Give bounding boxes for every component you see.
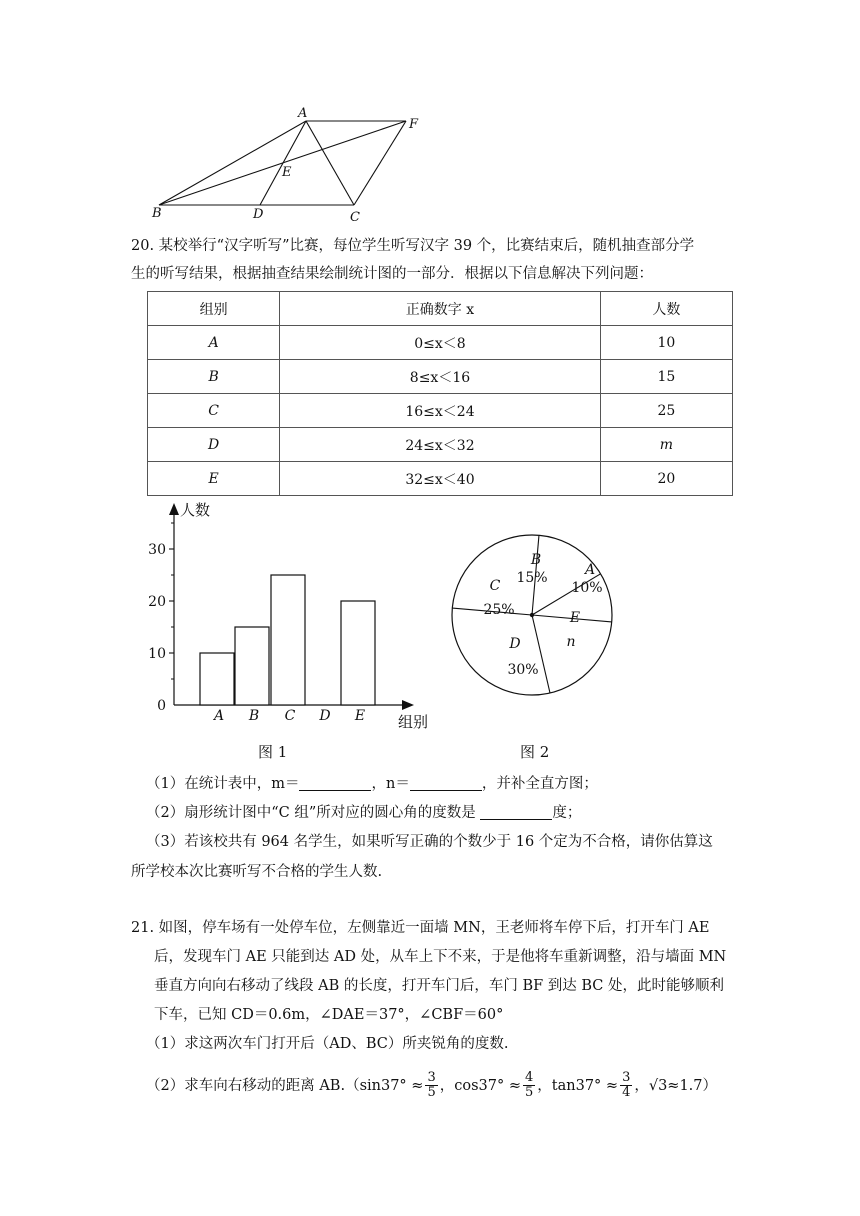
bar-b (235, 627, 269, 705)
pie-label-d: D (509, 636, 521, 652)
q20-sub2 (146, 803, 581, 823)
x-tick-label: B (248, 708, 260, 724)
q20-sub3-line2: 所学校本次比赛听写不合格的学生人数. (131, 864, 383, 880)
frac-den: 4 (622, 1085, 631, 1100)
angle-answer-blank[interactable] (480, 803, 552, 820)
frac-den: 5 (427, 1085, 436, 1100)
cell-range: 8≤x＜16 (280, 360, 600, 394)
bar-c (271, 575, 305, 705)
sub2-prefix: （2）求车向右移动的距离 AB.（sin37° ≈ (146, 1077, 424, 1094)
fraction-sin (425, 1071, 437, 1100)
segment-cf (354, 121, 406, 205)
x-tick-label: E (354, 708, 366, 724)
q21-text-1: 如图，停车场有一处停车位，左侧靠近一面墙 MN，王老师将车停下后，打开车门 AE (158, 920, 710, 936)
q20-line2 (131, 264, 653, 284)
x-tick-label: C (284, 708, 296, 724)
label-b: B (152, 206, 162, 221)
sub2-text-a: （2）扇形统计图中“C 组”所对应的圆心角的度数是 (146, 805, 481, 821)
q20-sub1 (146, 774, 598, 794)
header-group: 组别 (148, 292, 280, 326)
fig1-caption: 图 1 (258, 743, 288, 761)
frac-num: 3 (427, 1070, 436, 1085)
q21-sub1: （1）求这两次车门打开后（AD、BC）所夹锐角的度数. (146, 1036, 509, 1052)
cell-count: 25 (600, 394, 732, 428)
q20-line1 (131, 236, 694, 256)
x-axis-arrow (402, 700, 414, 710)
label-e: E (282, 165, 292, 180)
cell-group: A (148, 326, 280, 360)
y-tick-label: 0 (157, 698, 166, 714)
geometry-figure (140, 100, 440, 225)
stat-table (147, 291, 733, 496)
x-tick-label: A (213, 708, 225, 724)
pie-value-d: 30% (507, 662, 539, 678)
q20-sub3-line1: （3）若该校共有 964 名学生，如果听写正确的个数少于 16 个定为不合格，请你估算这 (146, 834, 713, 850)
table-row (148, 462, 733, 496)
q21-line4: 下车，已知 CD＝0.6m，∠DAE＝37°，∠CBF＝60° (154, 1007, 504, 1023)
q21-line1 (131, 918, 709, 938)
sqrt-label: ，√3≈1.7） (634, 1077, 718, 1094)
m-answer-blank[interactable] (299, 774, 371, 791)
label-f: F (409, 117, 419, 132)
fraction-cos (523, 1071, 535, 1100)
table-row (148, 394, 733, 428)
q21-sub2 (146, 1071, 717, 1100)
bar-a (200, 653, 234, 705)
cell-range: 0≤x＜8 (280, 326, 600, 360)
q20-intro-2: 生的听写结果，根据抽查结果绘制统计图的一部分．根据以下信息解决下列问题： (131, 266, 653, 282)
y-tick-label: 30 (148, 542, 166, 558)
pie-center-dot (530, 613, 534, 617)
cell-group: D (148, 428, 280, 462)
y-tick-label: 20 (148, 594, 166, 610)
y-tick-label: 10 (148, 646, 166, 662)
pie-value-e: n (566, 634, 576, 650)
pie-label-a: A (584, 562, 596, 578)
cell-range: 24≤x＜32 (280, 428, 600, 462)
cos-label: ，cos37° ≈ (439, 1077, 521, 1094)
sub1-text-b: ，n＝ (371, 776, 410, 792)
x-axis-label: 组别 (398, 713, 429, 731)
cell-count: m (600, 428, 732, 462)
sub1-text-c: ，并补全直方图； (481, 776, 598, 792)
pie-label-e: E (569, 610, 581, 626)
frac-num: 3 (622, 1070, 631, 1085)
segment-ac (306, 121, 354, 205)
q20-intro-1: 某校举行“汉字听写”比赛，每位学生听写汉字 39 个，比赛结束后，随机抽查部分学 (158, 238, 695, 254)
cell-group: C (148, 394, 280, 428)
label-c: C (350, 210, 360, 225)
header-count: 人数 (600, 292, 732, 326)
frac-den: 5 (525, 1085, 534, 1100)
cell-group: E (148, 462, 280, 496)
table-header-row (148, 292, 733, 326)
q21-line2: 后，发现车门 AE 只能到达 AD 处，从车上下不来，于是他将车重新调整，沿与墙面 MN (154, 949, 727, 965)
bar-e (341, 601, 375, 705)
frac-num: 4 (525, 1070, 534, 1085)
x-tick-label: D (319, 708, 331, 724)
pie-value-b: 15% (516, 570, 548, 586)
tan-label: ，tan37° ≈ (537, 1077, 619, 1094)
sub2-text-b: 度； (552, 805, 582, 821)
cell-count: 10 (600, 326, 732, 360)
cell-count: 20 (600, 462, 732, 496)
cell-range: 16≤x＜24 (280, 394, 600, 428)
bar-chart (140, 495, 450, 740)
q20-number: 20. (131, 238, 155, 254)
sub1-text-a: （1）在统计表中，m＝ (146, 776, 300, 792)
table-row (148, 428, 733, 462)
fig2-caption: 图 2 (520, 743, 550, 761)
q21-line3: 垂直方向向右移动了线段 AB 的长度，打开车门后，车门 BF 到达 BC 处，此时能够顺利 (154, 978, 725, 994)
y-axis-label: 人数 (180, 501, 211, 519)
pie-chart (445, 530, 625, 710)
header-range: 正确数字 x (280, 292, 600, 326)
fraction-tan (620, 1071, 632, 1100)
pie-label-b: B (530, 552, 542, 568)
label-a: A (298, 106, 308, 121)
cell-group: B (148, 360, 280, 394)
pie-value-c: 25% (483, 602, 515, 618)
n-answer-blank[interactable] (410, 774, 482, 791)
pie-value-a: 10% (571, 580, 603, 596)
cell-count: 15 (600, 360, 732, 394)
q21-number: 21. (131, 920, 155, 936)
cell-range: 32≤x＜40 (280, 462, 600, 496)
table-row (148, 360, 733, 394)
table-row (148, 326, 733, 360)
y-axis-arrow (169, 503, 179, 515)
label-d: D (253, 207, 264, 222)
pie-label-c: C (489, 578, 501, 594)
